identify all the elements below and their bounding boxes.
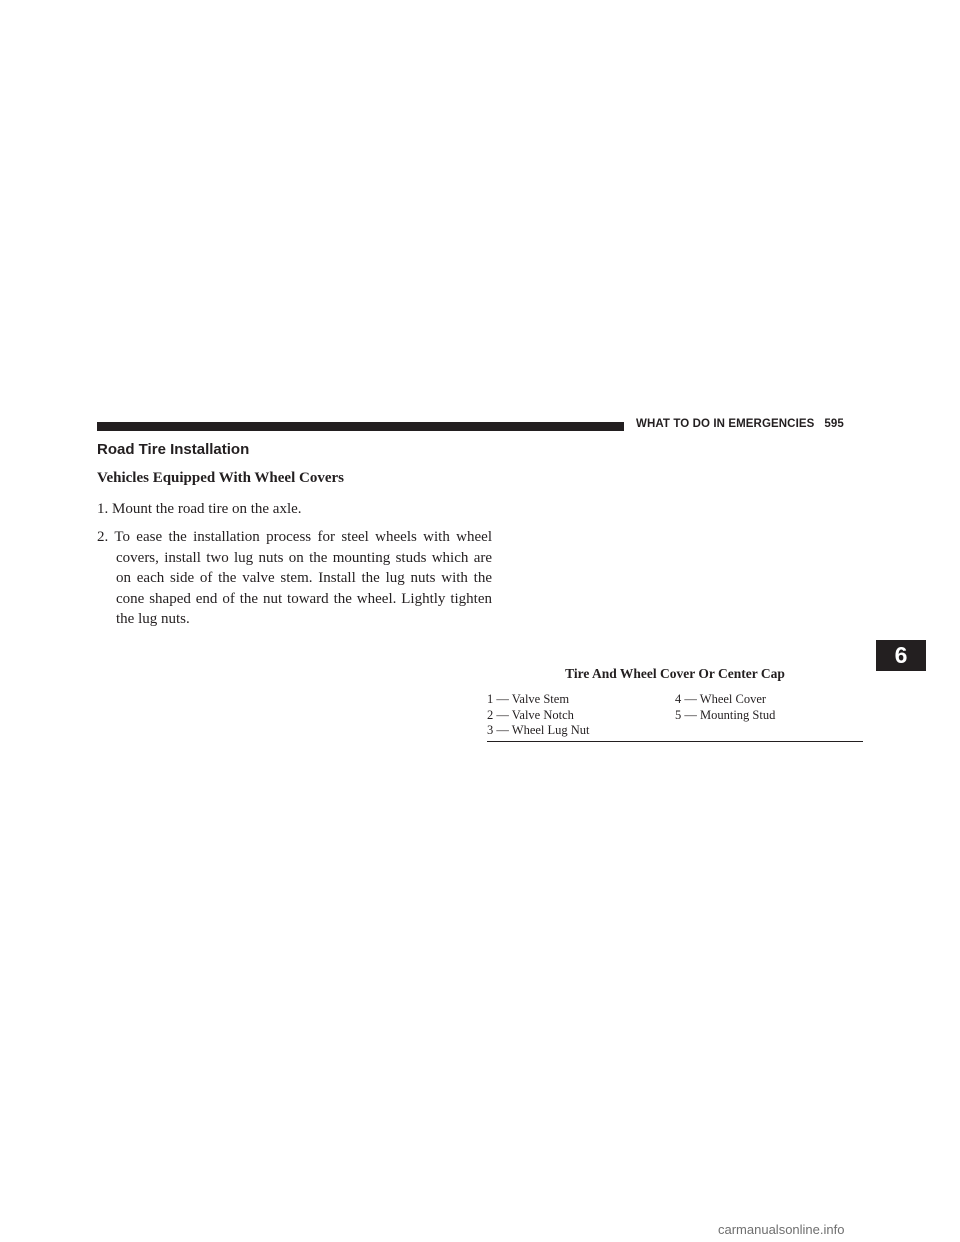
legend-row (487, 723, 863, 739)
figure-area (487, 440, 863, 645)
legend-item: 1 — Valve Stem (487, 692, 570, 706)
step-1 (97, 499, 492, 520)
sub-heading: Vehicles Equipped With Wheel Covers (97, 470, 344, 486)
legend-divider (487, 741, 863, 742)
legend-item: 3 — Wheel Lug Nut (487, 723, 590, 737)
header-section-name: WHAT TO DO IN EMERGENCIES (636, 418, 815, 430)
footer-watermark: carmanualsonline.info (718, 1222, 845, 1237)
running-header (636, 418, 844, 430)
step-number: 1. (97, 501, 109, 517)
header-rule-bar (97, 422, 624, 431)
figure-legend (487, 692, 863, 739)
step-text: To ease the installation process for steel wheels with wheel covers, install two lug nuts on the mounting studs which are on each side of the valve stem. Install the lug nuts with the cone shaped end of the nut toward the wheel. Lightly tighten the lug nuts. (114, 529, 493, 627)
legend-item: 4 — Wheel Cover (675, 692, 767, 706)
page-number: 595 (824, 418, 844, 430)
legend-item (675, 723, 863, 739)
step-2 (97, 527, 492, 630)
figure-caption: Tire And Wheel Cover Or Center Cap (565, 666, 785, 681)
chapter-tab: 6 (876, 640, 926, 671)
legend-item: 2 — Valve Notch (487, 707, 574, 722)
legend-item: 5 — Mounting Stud (675, 707, 776, 722)
section-title: Road Tire Installation (97, 441, 250, 458)
legend-row (487, 692, 863, 708)
legend-row (487, 708, 863, 724)
step-number: 2. (97, 529, 109, 545)
step-text: Mount the road tire on the axle. (112, 501, 302, 517)
